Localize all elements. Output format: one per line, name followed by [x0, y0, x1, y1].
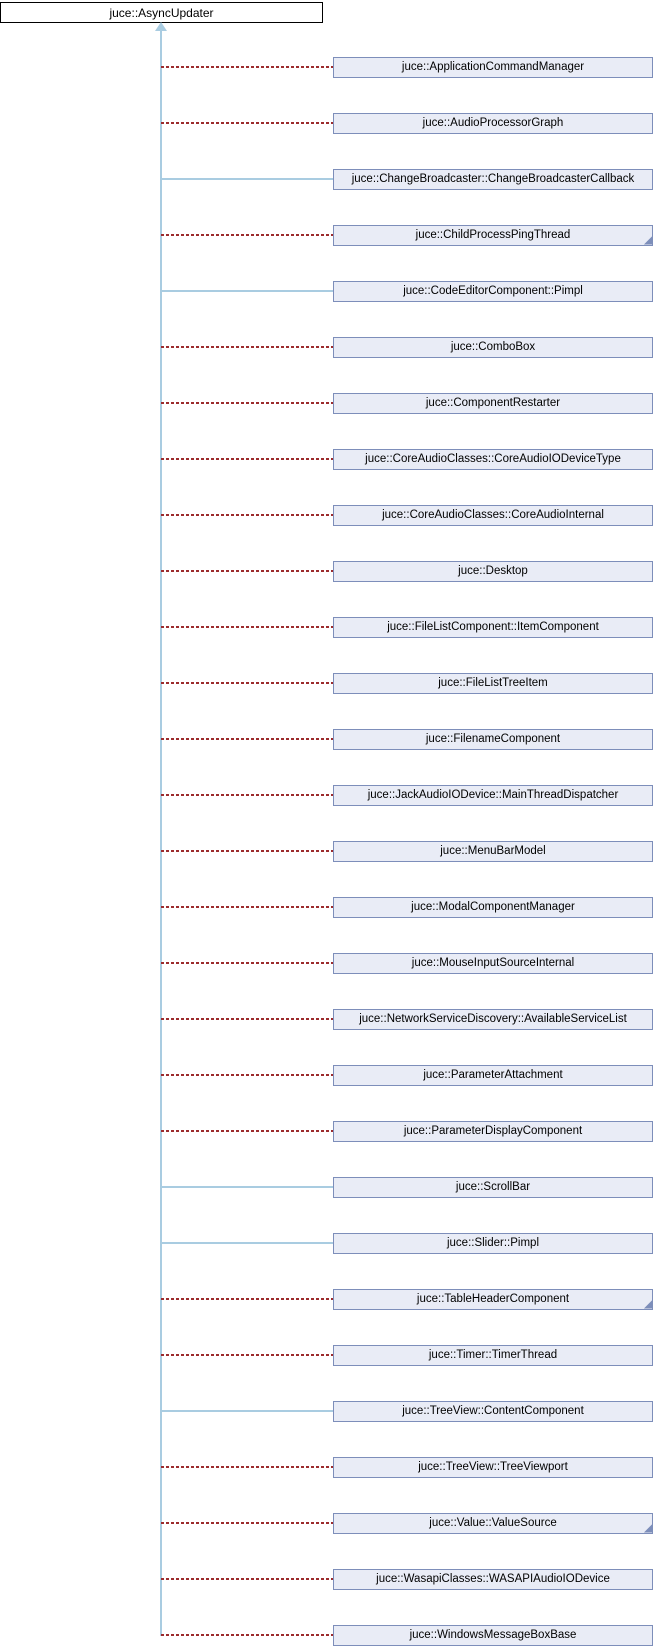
- inheritance-trunk-line: [160, 30, 162, 1636]
- inheritance-edge-solid: [161, 1410, 333, 1412]
- class-node-label: juce::CoreAudioClasses::CoreAudioInternal: [382, 509, 604, 521]
- inheritance-edge-dashed: [161, 1018, 333, 1020]
- inheritance-edge-dashed: [161, 234, 333, 236]
- class-node-label: juce::MenuBarModel: [440, 845, 546, 857]
- inheritance-edge-dashed: [161, 1354, 333, 1356]
- class-node-label: juce::ParameterDisplayComponent: [403, 1125, 583, 1137]
- class-node-label: juce::TreeView::TreeViewport: [418, 1461, 568, 1473]
- class-node-label: juce::CodeEditorComponent::Pimpl: [403, 285, 583, 297]
- class-node[interactable]: [333, 1121, 653, 1142]
- inheritance-edge-dashed: [161, 850, 333, 852]
- class-node[interactable]: [333, 449, 653, 470]
- class-node[interactable]: [333, 337, 653, 358]
- class-node-label: juce::TreeView::ContentComponent: [402, 1405, 584, 1417]
- class-node[interactable]: [333, 393, 653, 414]
- truncated-corner-icon: [643, 236, 652, 245]
- class-node-label: juce::NetworkServiceDiscovery::AvailableServiceList: [359, 1013, 627, 1025]
- inheritance-edge-dashed: [161, 570, 333, 572]
- class-node-label: juce::AudioProcessorGraph: [422, 117, 564, 129]
- class-node-label: juce::ComboBox: [450, 341, 536, 353]
- inheritance-edge-solid: [161, 178, 333, 180]
- class-node-label: juce::MouseInputSourceInternal: [411, 957, 575, 969]
- class-node[interactable]: [333, 841, 653, 862]
- class-node[interactable]: [333, 1289, 653, 1310]
- class-node[interactable]: [333, 225, 653, 246]
- inheritance-edge-dashed: [161, 346, 333, 348]
- class-node-label: juce::FileListTreeItem: [438, 677, 548, 689]
- class-node[interactable]: [333, 505, 653, 526]
- class-node-parent: juce::AsyncUpdater: [0, 2, 323, 23]
- class-node-label: juce::ChildProcessPingThread: [415, 229, 571, 241]
- class-node-label: juce::Slider::Pimpl: [446, 1237, 540, 1249]
- class-node-label: juce::TableHeaderComponent: [416, 1293, 570, 1305]
- class-node-label: juce::Desktop: [458, 565, 528, 577]
- inheritance-edge-dashed: [161, 514, 333, 516]
- inheritance-edge-dashed: [161, 738, 333, 740]
- inheritance-edge-dashed: [161, 1074, 333, 1076]
- class-node[interactable]: [333, 1401, 653, 1422]
- inheritance-edge-dashed: [161, 1634, 333, 1636]
- inheritance-edge-solid: [161, 1242, 333, 1244]
- inheritance-edge-dashed: [161, 402, 333, 404]
- truncated-corner-icon: [643, 1300, 652, 1309]
- class-node[interactable]: [333, 897, 653, 918]
- class-node-label: juce::Timer::TimerThread: [428, 1349, 558, 1361]
- inheritance-edge-dashed: [161, 1130, 333, 1132]
- class-node[interactable]: [333, 1457, 653, 1478]
- class-node-label: juce::WindowsMessageBoxBase: [409, 1629, 577, 1641]
- class-node-label: juce::ChangeBroadcaster::ChangeBroadcasterCallback: [351, 173, 635, 185]
- inheritance-edge-dashed: [161, 1578, 333, 1580]
- class-node-label: juce::WasapiClasses::WASAPIAudioIODevice: [376, 1573, 610, 1585]
- inheritance-edge-dashed: [161, 626, 333, 628]
- class-node[interactable]: [333, 1625, 653, 1646]
- class-node[interactable]: [333, 281, 653, 302]
- inheritance-edge-solid: [161, 1186, 333, 1188]
- class-node[interactable]: [333, 1233, 653, 1254]
- class-node-label: juce::ComponentRestarter: [425, 397, 561, 409]
- class-node-label: juce::JackAudioIODevice::MainThreadDispatcher: [367, 789, 619, 801]
- class-node-label: juce::FileListComponent::ItemComponent: [387, 621, 599, 633]
- inheritance-edge-dashed: [161, 906, 333, 908]
- class-node-label: juce::ApplicationCommandManager: [401, 61, 585, 73]
- inheritance-edge-dashed: [161, 962, 333, 964]
- class-node[interactable]: [333, 1009, 653, 1030]
- inheritance-edge-dashed: [161, 122, 333, 124]
- class-node-label: juce::CoreAudioClasses::CoreAudioIODeviceType: [365, 453, 621, 465]
- inheritance-edge-solid: [161, 290, 333, 292]
- class-node[interactable]: [333, 673, 653, 694]
- class-node[interactable]: [333, 1513, 653, 1534]
- inheritance-edge-dashed: [161, 682, 333, 684]
- class-node-label: juce::ScrollBar: [455, 1181, 531, 1193]
- class-node[interactable]: [333, 1345, 653, 1366]
- class-node[interactable]: [333, 1569, 653, 1590]
- class-node[interactable]: [333, 1065, 653, 1086]
- class-node[interactable]: [333, 953, 653, 974]
- class-node[interactable]: [333, 169, 653, 190]
- truncated-corner-icon: [643, 1524, 652, 1533]
- inheritance-edge-dashed: [161, 66, 333, 68]
- inheritance-edge-dashed: [161, 1522, 333, 1524]
- class-node-label: juce::ParameterAttachment: [423, 1069, 563, 1081]
- class-node[interactable]: [333, 785, 653, 806]
- inheritance-edge-dashed: [161, 794, 333, 796]
- class-node[interactable]: [333, 1177, 653, 1198]
- inheritance-edge-dashed: [161, 1298, 333, 1300]
- class-node-label: juce::Value::ValueSource: [429, 1517, 557, 1529]
- class-node[interactable]: [333, 561, 653, 582]
- class-node[interactable]: [333, 57, 653, 78]
- class-node[interactable]: [333, 113, 653, 134]
- inheritance-edge-dashed: [161, 1466, 333, 1468]
- class-node[interactable]: [333, 729, 653, 750]
- class-node-label: juce::ModalComponentManager: [411, 901, 575, 913]
- inheritance-edge-dashed: [161, 458, 333, 460]
- class-node[interactable]: [333, 617, 653, 638]
- class-node-label: juce::FilenameComponent: [425, 733, 561, 745]
